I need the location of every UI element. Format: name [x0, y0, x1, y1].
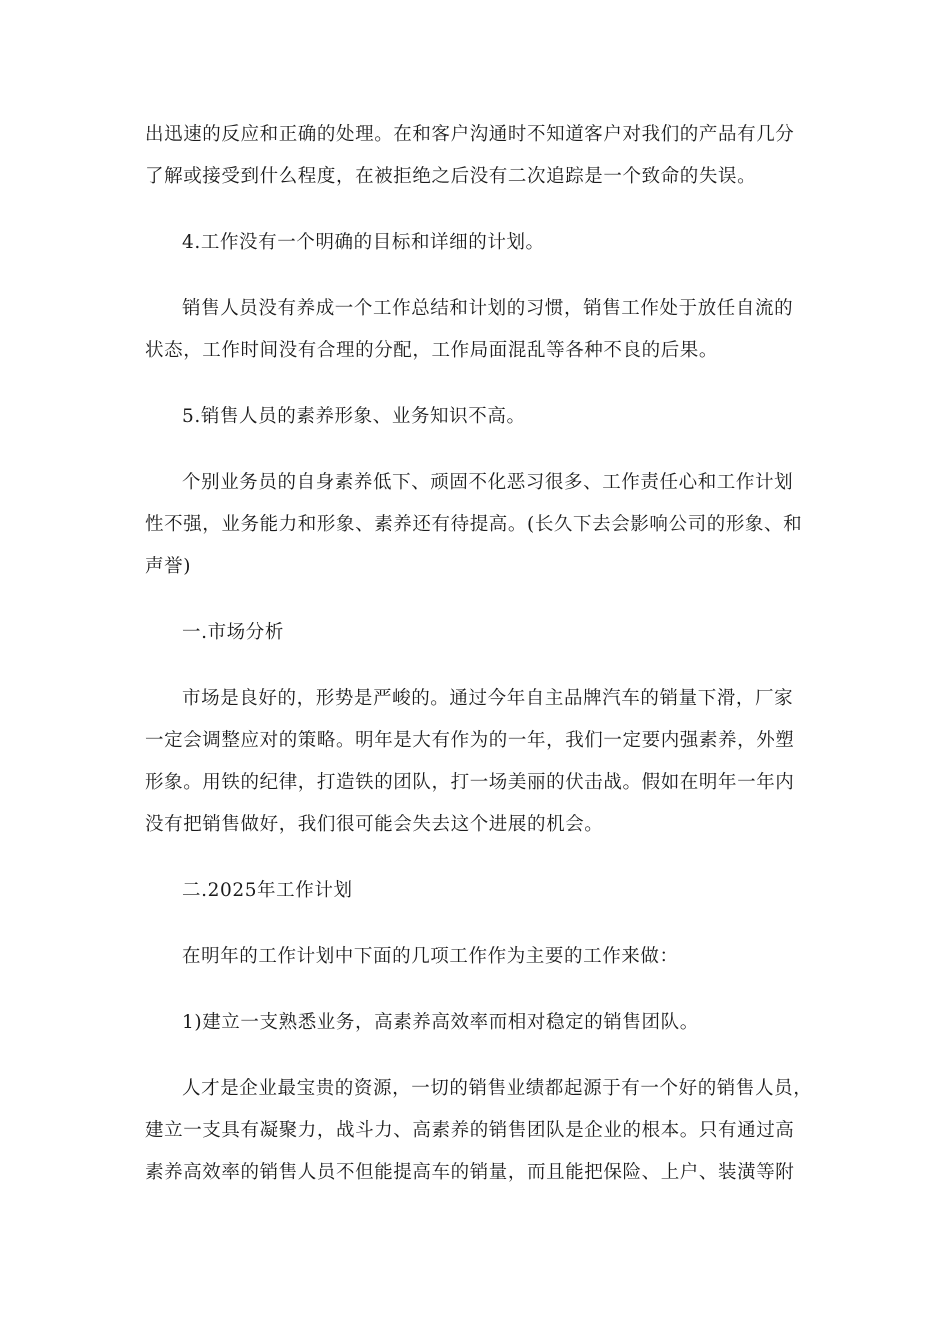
section-heading: 5.销售人员的素养形象、业务知识不高。 — [182, 406, 526, 427]
text-line: 状态，工作时间没有合理的分配，工作局面混乱等各种不良的后果。 — [145, 340, 719, 361]
text-line: 人才是企业最宝贵的资源，一切的销售业绩都起源于有一个好的销售人员， — [182, 1078, 813, 1099]
section-heading: 二.2025年工作计划 — [182, 880, 353, 901]
document-body — [145, 114, 813, 1194]
text-line: 性不强，业务能力和形象、素养还有待提高。(长久下去会影响公司的形象、和 — [145, 514, 803, 535]
text-line: 没有把销售做好，我们很可能会失去这个进展的机会。 — [145, 814, 604, 835]
text-line: 声誉) — [145, 556, 192, 577]
text-line: 出迅速的反应和正确的处理。在和客户沟通时不知道客户对我们的产品有几分 — [145, 124, 795, 145]
paragraph-5 — [145, 936, 805, 978]
text-line: 销售人员没有养成一个工作总结和计划的习惯，销售工作处于放任自流的 — [182, 298, 794, 319]
section-heading: 一.市场分析 — [182, 622, 284, 643]
paragraph-6 — [145, 1068, 813, 1194]
text-line: 市场是良好的，形势是严峻的。通过今年自主品牌汽车的销量下滑，厂家 — [182, 688, 794, 709]
text-line: 在明年的工作计划中下面的几项工作作为主要的工作来做： — [182, 946, 679, 967]
paragraph-4 — [145, 678, 805, 846]
text-line: 形象。用铁的纪律，打造铁的团队，打一场美丽的伏击战。假如在明年一年内 — [145, 772, 795, 793]
heading-5 — [145, 396, 805, 438]
heading-team — [145, 1002, 805, 1044]
heading-market-analysis — [145, 612, 805, 654]
paragraph-3 — [145, 462, 805, 588]
section-heading: 4.工作没有一个明确的目标和详细的计划。 — [182, 232, 545, 253]
text-line: 一定会调整应对的策略。明年是大有作为的一年，我们一定要内强素养，外塑 — [145, 730, 795, 751]
paragraph-2 — [145, 288, 805, 372]
heading-work-plan — [145, 870, 805, 912]
text-line: 个别业务员的自身素养低下、顽固不化恶习很多、工作责任心和工作计划 — [182, 472, 794, 493]
heading-4 — [145, 222, 805, 264]
text-line: 素养高效率的销售人员不但能提高车的销量，而且能把保险、上户、装潢等附 — [145, 1162, 795, 1183]
text-line: 建立一支具有凝聚力，战斗力、高素养的销售团队是企业的根本。只有通过高 — [145, 1120, 795, 1141]
paragraph-1 — [145, 114, 805, 198]
text-line: 了解或接受到什么程度，在被拒绝之后没有二次追踪是一个致命的失误。 — [145, 166, 757, 187]
section-heading: 1)建立一支熟悉业务，高素养高效率而相对稳定的销售团队。 — [182, 1012, 699, 1033]
